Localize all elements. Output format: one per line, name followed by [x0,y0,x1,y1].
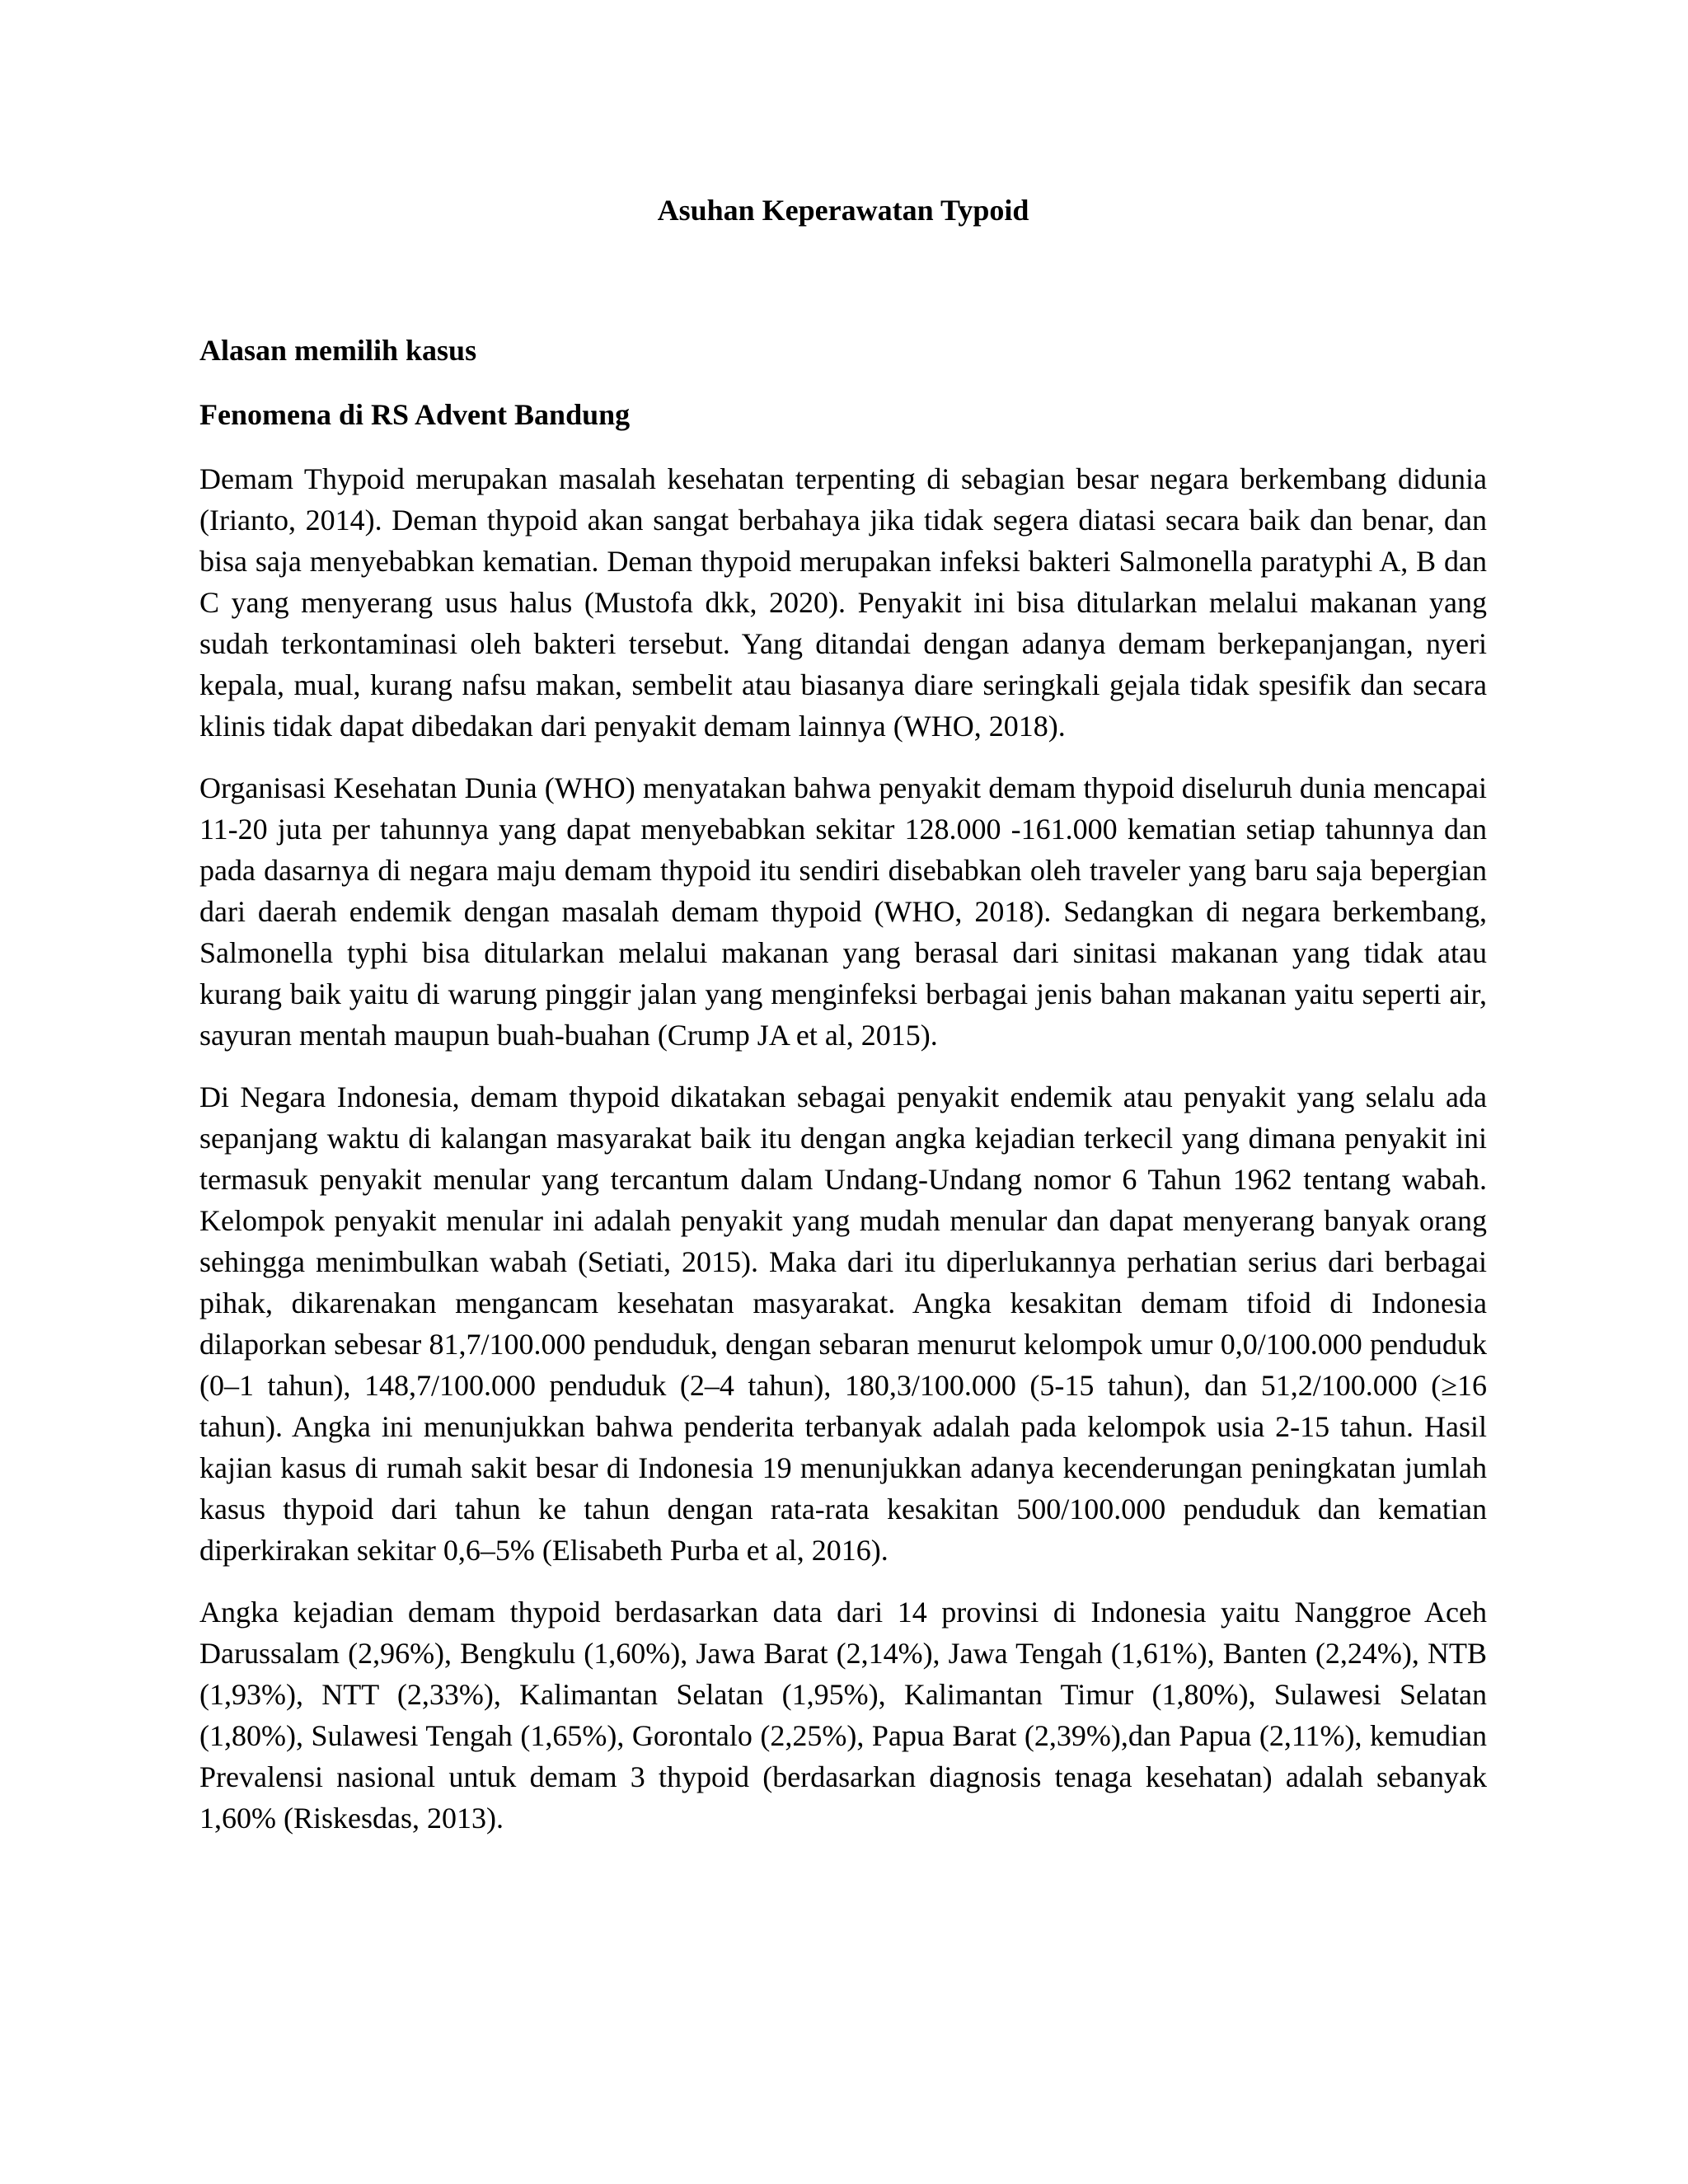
paragraph-indonesia-endemic: Di Negara Indonesia, demam thypoid dikatakan sebagai penyakit endemik atau penyakit yang selalu ada sepanjang waktu di kalangan masyarakat baik itu dengan angka kejadian terkecil yang dimana penyakit ini termasuk penyakit menular yang tercantum dalam Undang-Undang nomor 6 Tahun 1962 tentang wabah. Kelompok penyakit menular ini adalah penyakit yang mudah menular dan dapat menyerang banyak orang sehingga menimbulkan wabah (Setiati, 2015). Maka dari itu diperlukannya perhatian serius dari berbagai pihak, dikarenakan mengancam kesehatan masyarakat. Angka kesakitan demam tifoid di Indonesia dilaporkan sebesar 81,7/100.000 penduduk, dengan sebaran menurut kelompok umur 0,0/100.000 penduduk (0–1 tahun), 148,7/100.000 penduduk (2–4 tahun), 180,3/100.000 (5-15 tahun), dan 51,2/100.000 (≥16 tahun). Angka ini menunjukkan bahwa penderita terbanyak adalah pada kelompok usia 2-15 tahun. Hasil kajian kasus di rumah sakit besar di Indonesia 19 menunjukkan adanya kecenderungan peningkatan jumlah kasus thypoid dari tahun ke tahun dengan rata-rata kesakitan 500/100.000 penduduk dan kematian diperkirakan sekitar 0,6–5% (Elisabeth Purba et al, 2016). [199,1080,1487,1567]
paragraph-typhoid-overview: Demam Thypoid merupakan masalah kesehatan terpenting di sebagian besar negara berkembang didunia (Irianto, 2014). Deman thypoid akan sangat berbahaya jika tidak segera diatasi secara baik dan benar, dan bisa saja menyebabkan kematian. Deman thypoid merupakan infeksi bakteri Salmonella paratyphi A, B dan C yang menyerang usus halus (Mustofa dkk, 2020). Penyakit ini bisa ditularkan melalui makanan yang sudah terkontaminasi oleh bakteri tersebut. Yang ditandai dengan adanya demam berkepanjangan, nyeri kepala, mual, kurang nafsu makan, sembelit atau biasanya diare seringkali gejala tidak spesifik dan secara klinis tidak dapat dibedakan dari penyakit demam lainnya (WHO, 2018). [199,462,1487,743]
paragraph-province-incidence: Angka kejadian demam thypoid berdasarkan data dari 14 provinsi di Indonesia yaitu Nanggroe Aceh Darussalam (2,96%), Bengkulu (1,60%), Jawa Barat (2,14%), Jawa Tengah (1,61%), Banten (2,24%), NTB (1,93%), NTT (2,33%), Kalimantan Selatan (1,95%), Kalimantan Timur (1,80%), Sulawesi Selatan (1,80%), Sulawesi Tengah (1,65%), Gorontalo (2,25%), Papua Barat (2,39%),dan Papua (2,11%), kemudian Prevalensi nasional untuk demam 3 thypoid (berdasarkan diagnosis tenaga kesehatan) adalah sebanyak 1,60% (Riskesdas, 2013). [199,1596,1487,1835]
document-body [199,190,1487,1839]
section-heading-reason: Alasan memilih kasus [199,334,477,367]
paragraph-who-statistics: Organisasi Kesehatan Dunia (WHO) menyatakan bahwa penyakit demam thypoid diseluruh dunia mencapai 11-20 juta per tahunnya yang dapat menyebabkan sekitar 128.000 -161.000 kematian setiap tahunnya dan pada dasarnya di negara maju demam thypoid itu sendiri disebabkan oleh traveler yang baru saja bepergian dari daerah endemik dengan masalah demam thypoid (WHO, 2018). Sedangkan di negara berkembang, Salmonella typhi bisa ditularkan melalui makanan yang berasal dari sinitasi makanan yang tidak atau kurang baik yaitu di warung pinggir jalan yang menginfeksi berbagai jenis bahan makanan yaitu seperti air, sayuran mentah maupun buah-buahan (Crump JA et al, 2015). [199,771,1487,1052]
section-heading-phenomenon: Fenomena di RS Advent Bandung [199,398,631,431]
document-title: Asuhan Keperawatan Typoid [657,194,1029,227]
